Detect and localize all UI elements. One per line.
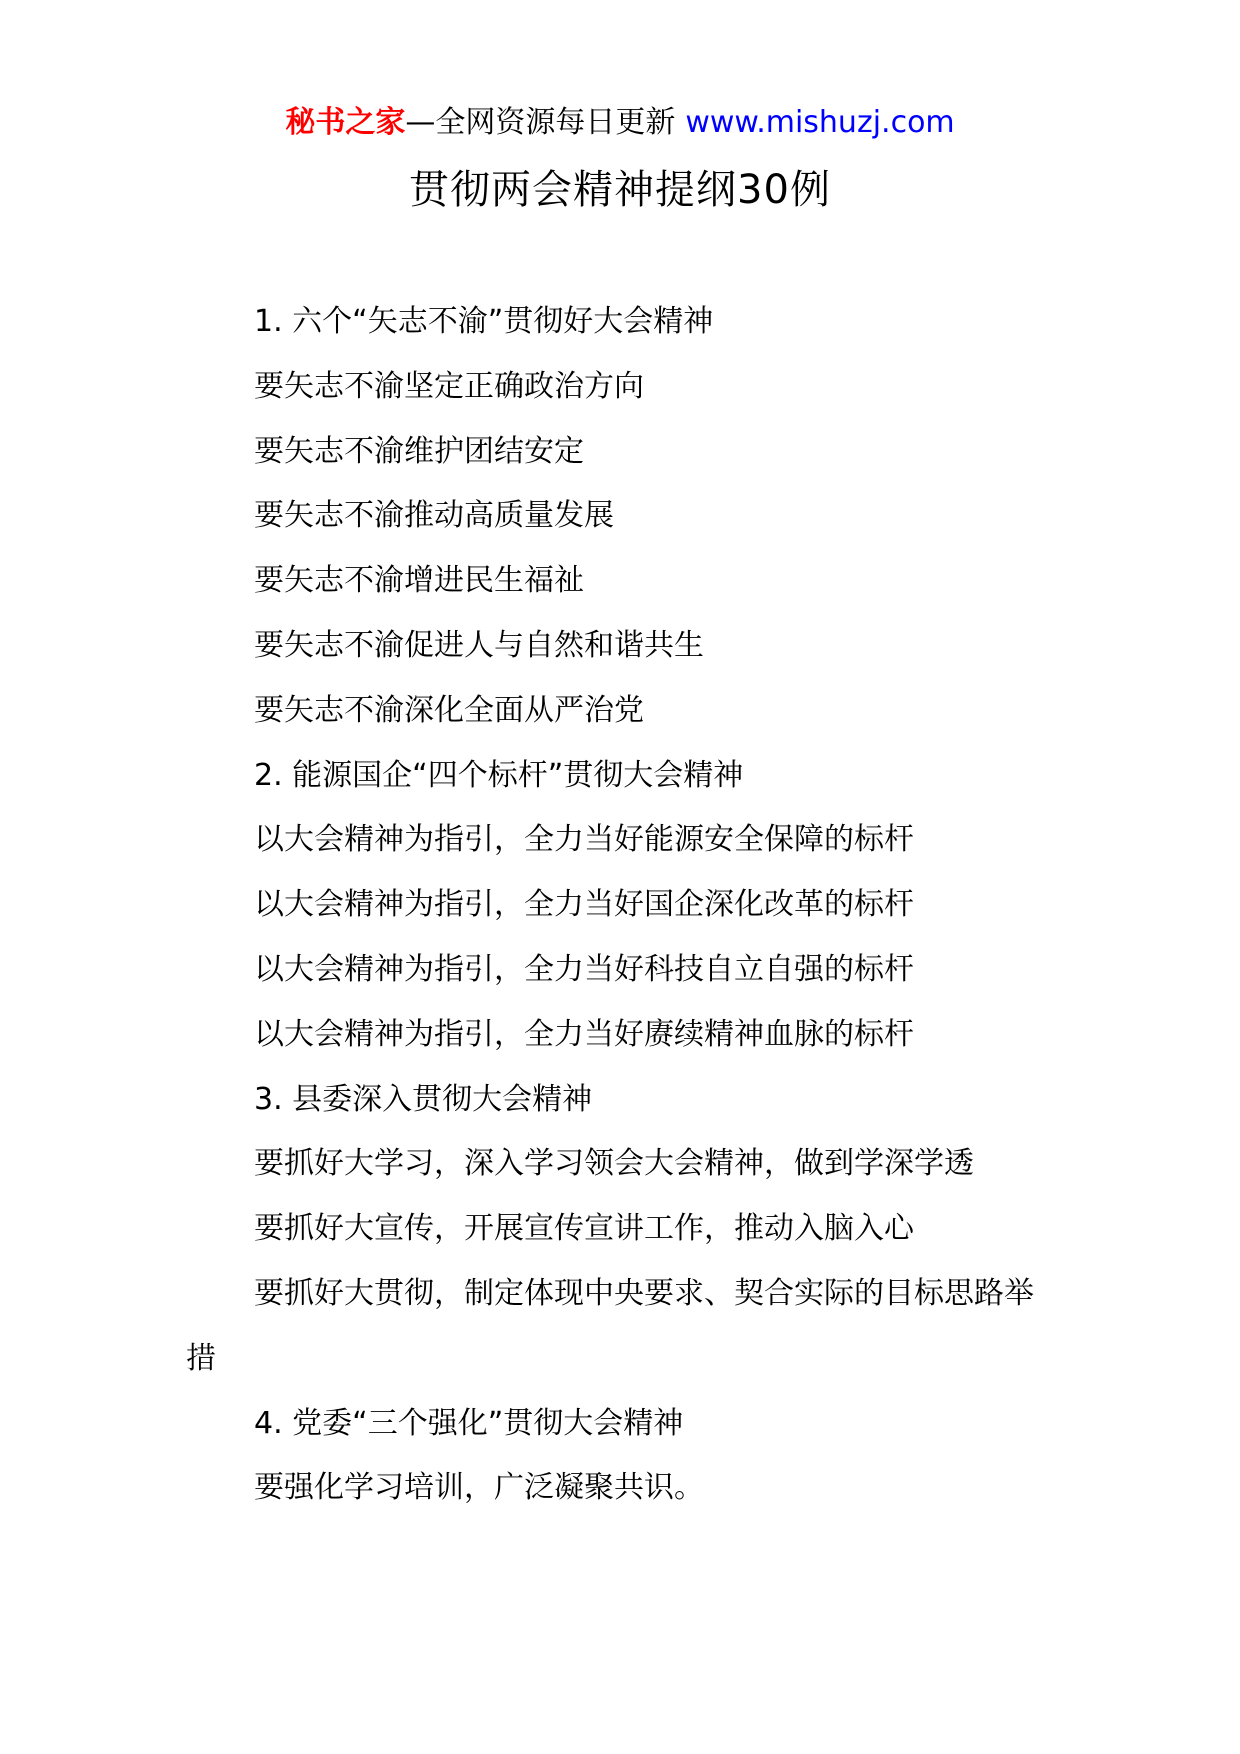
paragraph: 以大会精神为指引，全力当好科技自立自强的标杆 [254,951,914,987]
document-body [186,290,1056,1521]
paragraph: 要抓好大贯彻，制定体现中央要求、契合实际的目标思路举措 [186,1275,1034,1376]
site-brand: 秘书之家 [285,105,406,140]
paragraph: 要矢志不渝增进民生福祉 [254,563,584,599]
paragraph: 要强化学习培训，广泛凝聚共识。 [254,1470,704,1506]
paragraph: 以大会精神为指引，全力当好赓续精神血脉的标杆 [254,1016,914,1052]
site-url[interactable]: www.mishuzj.com [685,105,955,140]
section-heading: 3. 县委深入贯彻大会精神 [254,1081,593,1117]
paragraph: 要矢志不渝深化全面从严治党 [254,692,644,728]
document-title: 贯彻两会精神提纲30例 [409,167,831,213]
site-slogan: —全网资源每日更新 [405,105,676,140]
paragraph: 要抓好大学习，深入学习领会大会精神，做到学深学透 [254,1146,974,1182]
section-heading: 4. 党委“三个强化”贯彻大会精神 [254,1405,684,1441]
site-header [0,101,1240,145]
paragraph: 以大会精神为指引，全力当好能源安全保障的标杆 [254,822,914,858]
section-heading: 2. 能源国企“四个标杆”贯彻大会精神 [254,757,744,793]
section-heading: 1. 六个“矢志不渝”贯彻好大会精神 [254,304,714,339]
paragraph: 要矢志不渝坚定正确政治方向 [254,368,644,404]
paragraph: 以大会精神为指引，全力当好国企深化改革的标杆 [254,887,914,923]
paragraph: 要矢志不渝维护团结安定 [254,433,584,469]
paragraph: 要抓好大宣传，开展宣传宣讲工作，推动入脑入心 [254,1211,914,1247]
paragraph: 要矢志不渝促进人与自然和谐共生 [254,627,704,663]
paragraph: 要矢志不渝推动高质量发展 [254,498,614,534]
